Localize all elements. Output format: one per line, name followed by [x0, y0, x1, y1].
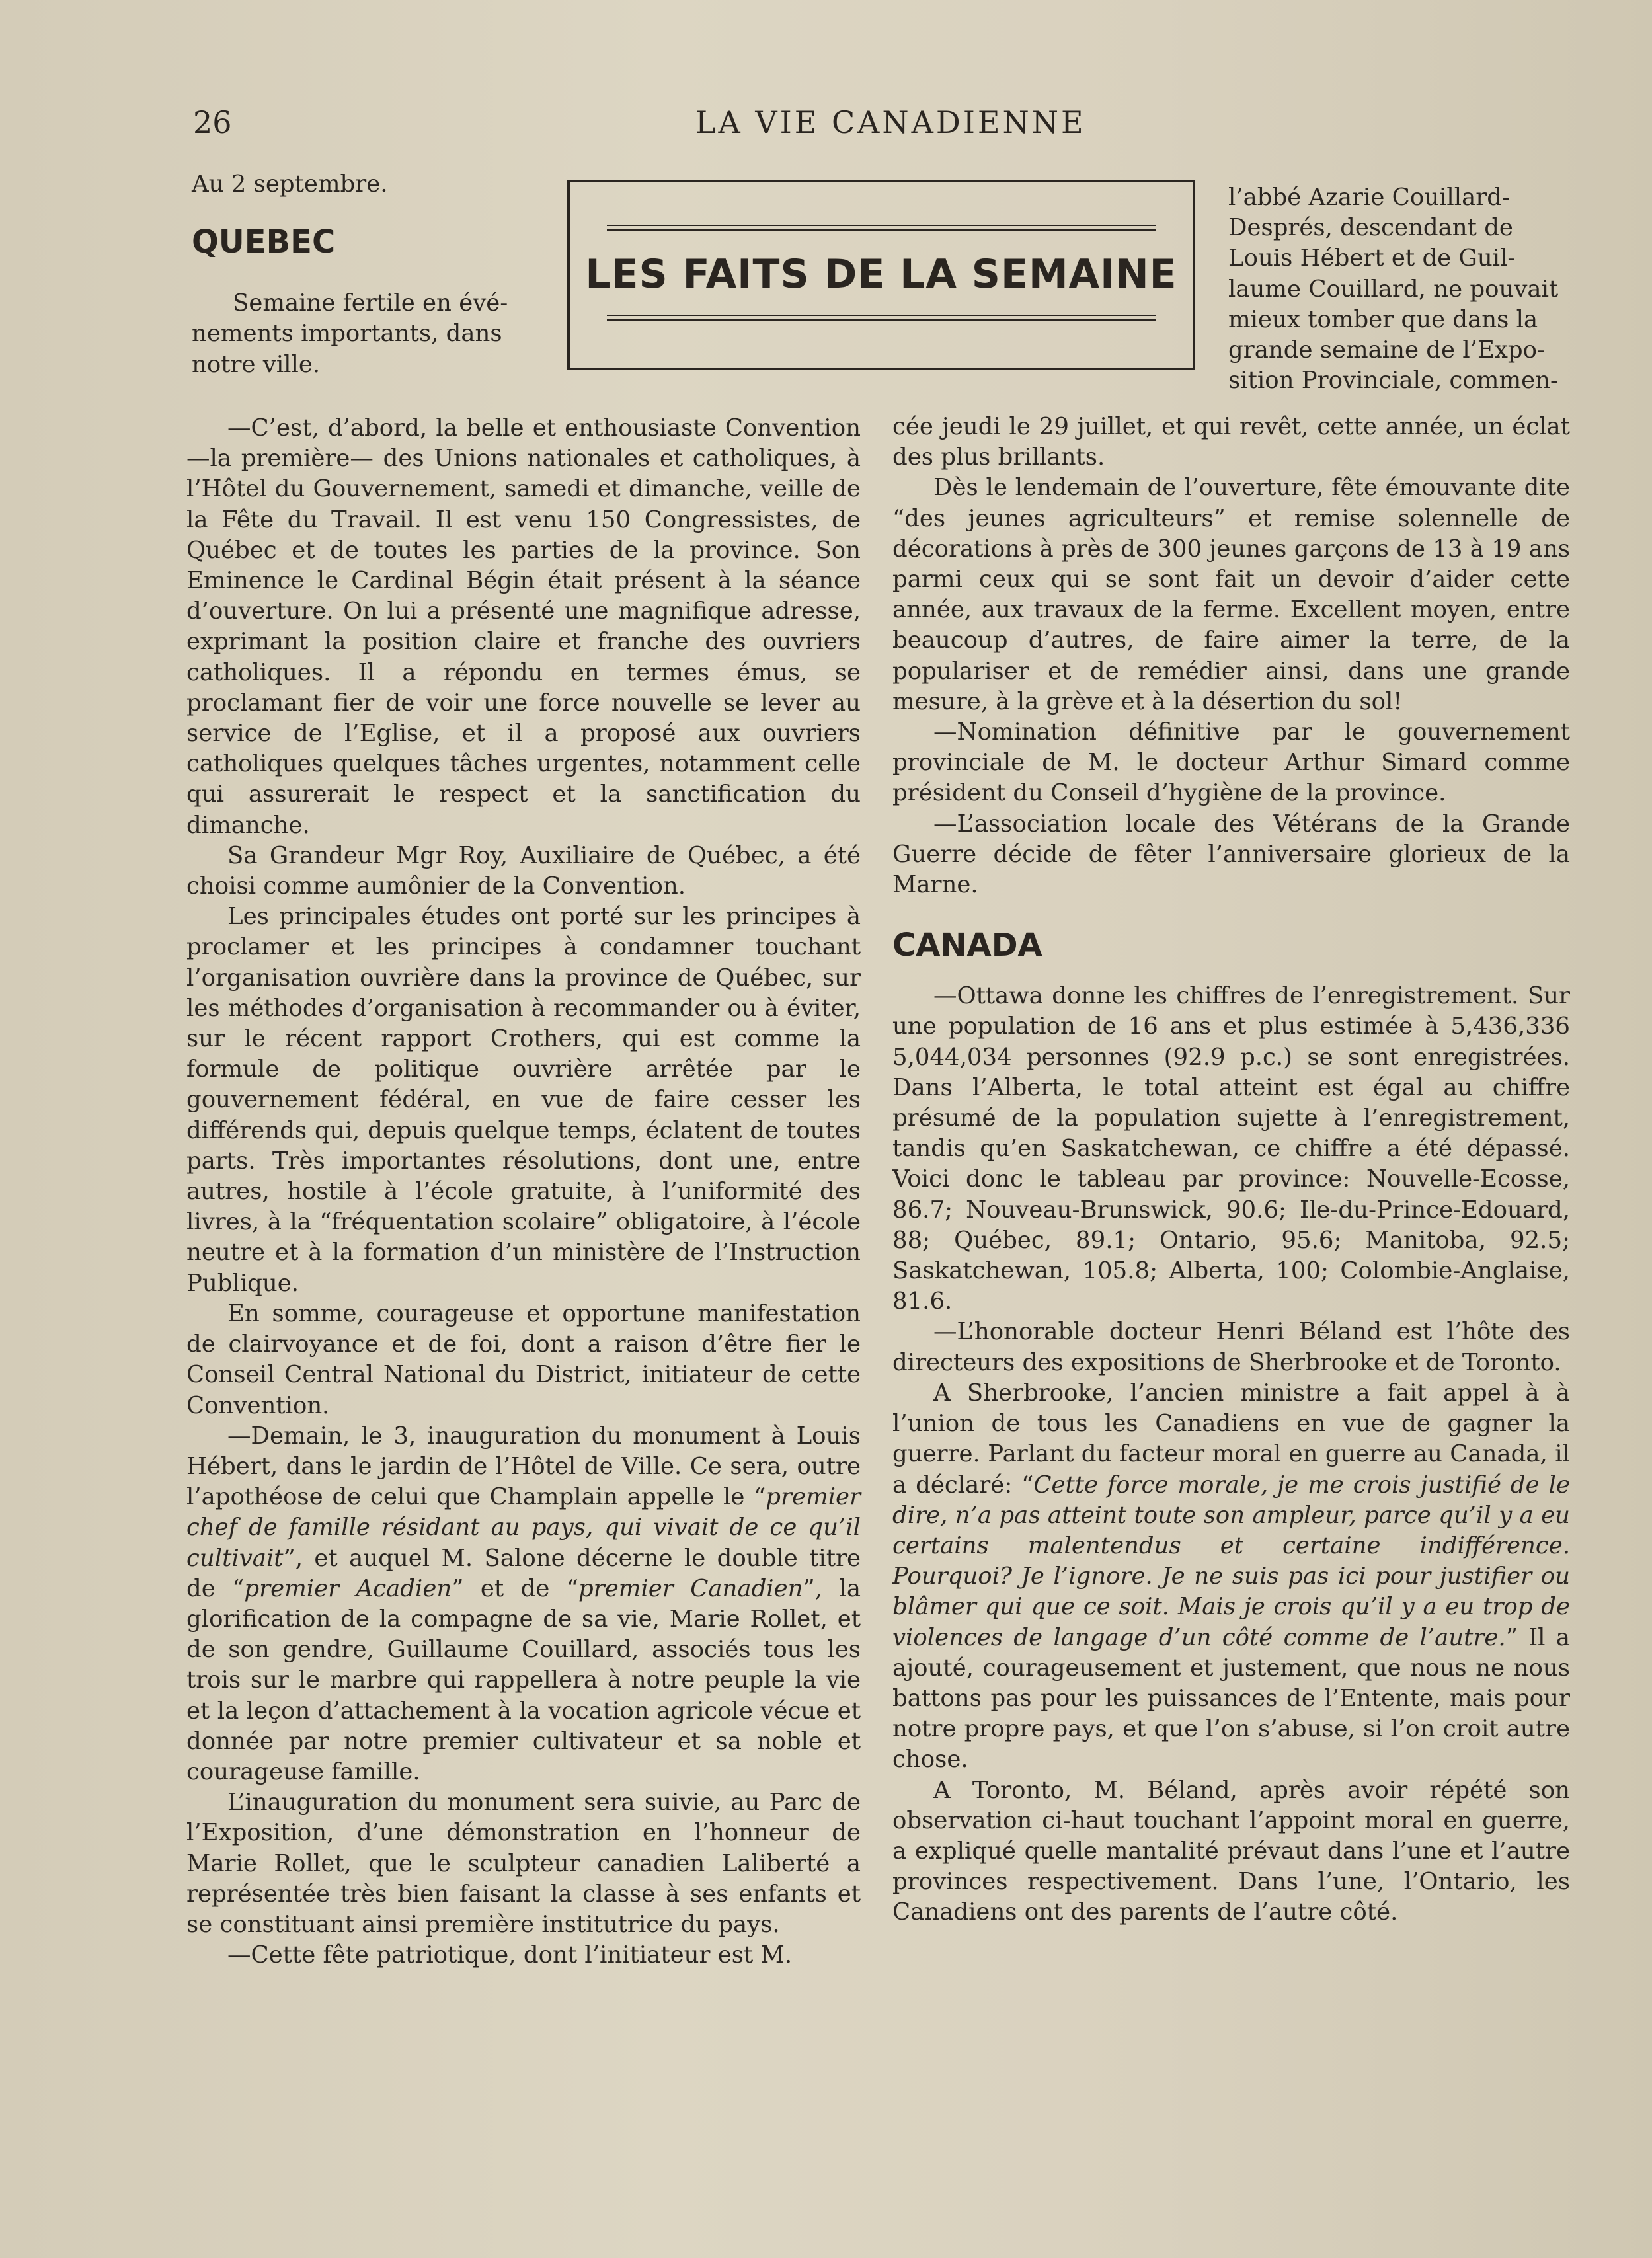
- paragraph: —C’est, d’abord, la belle et enthousiaste Convention—la première— des Unions nationales et catholiques, à l’Hôtel du Gouvernement, samedi et dimanche, veille de la Fête du Travail. Il est venu 150 Congressistes, de Québec et de toutes les parties de la province. Son Eminence le Cardinal Bégin était présent à la séance d’ouverture. On lui a présenté une magnifique adresse, exprimant la position claire et franche des ouvriers catholiques. Il a répondu en termes émus, se proclamant fier de voir une force nouvelle se lever au service de l’Eglise, et il a proposé aux ouvriers catholiques quelques tâches urgentes, notamment celle qui assurerait le respect et la sanctification du dimanche.: [186, 414, 861, 839]
- italic-quote: premier chef de famille résidant au pays, qui vivait de ce qu’il cultivait: [186, 1483, 861, 1572]
- paragraph: En somme, courageuse et opportune manifestation de clairvoyance et de foi, dont a raison d’être fier le Conseil Central National du District, initiateur de cette Convention.: [186, 1300, 861, 1419]
- text-run: A Sherbrooke, l’ancien ministre a fait appel à à l’union de tous les Canadiens en vue de gagner la guerre. Parlant du facteur moral en guerre au Canada, il a déclaré: “: [892, 1379, 1570, 1499]
- section-title: LES FAITS DE LA SEMAINE: [585, 251, 1177, 297]
- paragraph: [186, 1421, 861, 1787]
- paragraph: Les principales études ont porté sur les principes à proclamer et les principes à condamner touchant l’organisation ouvrière dans la province de Québec, sur les méthodes d’organisation à recommander ou à éviter, sur le récent rapport Crothers, qui est comme la formule de politique ouvrière arrêtée par le gouvernement fédéral, en vue de faire cesser les différends qui, depuis quelque temps, éclatent de toutes parts. Très importantes résolutions, dont une, entre autres, hostile à l’école gratuite, à l’uniformité des livres, à la “fréquentation scolaire” obligatoire, à l’école neutre et à la formation d’un ministère de l’Instruction Publique.: [186, 903, 861, 1297]
- text-line: mieux tomber que dans la: [1228, 305, 1538, 333]
- text-line: sition Provinciale, commen-: [1228, 367, 1558, 395]
- paragraph: —Ottawa donne les chiffres de l’enregistrement. Sur une population de 16 ans et plus estimée à 5,436,336 5,044,034 personnes (92.9 p.c.) se sont enregistrées. Dans l’Alberta, le total atteint est égal au chiffre présumé de la population sujette à l’enregistrement, tandis qu’en Saskatchewan, ce chiffre a été dépassé. Voici donc le tableau par province: Nouvelle-Ecosse, 86.7; Nouveau-Brunswick, 90.6; Ile-du-Prince-Edouard, 88; Québec, 89.1; Ontario, 95.6; Manitoba, 92.5; Saskatchewan, 105.8; Alberta, 100; Colombie-Anglaise, 81.6.: [892, 982, 1570, 1315]
- italic-quote: premier Acadien: [244, 1575, 452, 1602]
- italic-quote: premier Canadien: [578, 1575, 803, 1602]
- text-line: nements importants, dans: [192, 320, 502, 348]
- paragraph: L’inauguration du monument sera suivie, au Parc de l’Exposition, d’une démonstration en l’honneur de Marie Rollet, que le sculpteur canadien Laliberté a représentée très bien faisant la classe à ses enfants et se constituant ainsi première institutrice du pays.: [186, 1789, 861, 1938]
- paragraph: [892, 1378, 1570, 1775]
- right-column-body: [892, 412, 1570, 1928]
- text-run: ” et de “: [452, 1575, 579, 1602]
- text-run: ”, la glorification de la compagne de sa vie, Marie Rollet, et de son gendre, Guillaume Couillard, associés tous les trois sur le marbre qui rappellera à notre peuple la vie et la leçon d’attachement à la vocation agricole vécue et donnée par notre premier cultivateur et sa noble et courageuse famille.: [186, 1575, 861, 1785]
- running-header: [193, 104, 1509, 144]
- text-run: ”, et auquel M. Salone décerne le double titre de “: [186, 1544, 861, 1602]
- text-line: Després, descendant de: [1228, 214, 1513, 242]
- left-column-body: [186, 413, 861, 1970]
- paragraph: Sa Grandeur Mgr Roy, Auxiliaire de Québec, a été choisi comme aumônier de la Convention.: [186, 841, 861, 900]
- text-run: ” Il a ajouté, courageusement et justement, que nous ne nous battons pas pour les puissances de l’Entente, mais pour notre propre pays, et que l’on s’abuse, si l’on croit autre chose.: [892, 1623, 1570, 1773]
- paragraph: —L’honorable docteur Henri Béland est l’hôte des directeurs des expositions de Sherbrooke et de Toronto.: [892, 1318, 1570, 1376]
- top-double-rule: [607, 225, 1156, 231]
- text-line: Louis Hébert et de Guil-: [1228, 245, 1516, 272]
- text-run: —Demain, le 3, inauguration du monument à Louis Hébert, dans le jardin de l’Hôtel de Ville. Ce sera, outre l’apothéose de celui que Champlain appelle le “: [186, 1422, 861, 1511]
- text-line: l’abbé Azarie Couillard-: [1228, 184, 1510, 211]
- right-column-top: [1228, 182, 1579, 396]
- paragraph: —L’association locale des Vétérans de la Grande Guerre décide de fêter l’anniversaire glorieux de la Marne.: [892, 810, 1570, 899]
- paragraph: —Nomination définitive par le gouvernement provinciale de M. le docteur Arthur Simard comme président du Conseil d’hygiène de la province.: [892, 719, 1570, 807]
- section-title-box: [567, 180, 1195, 370]
- paragraph: A Toronto, M. Béland, après avoir répété son observation ci-haut touchant l’appoint moral en guerre, a expliqué quelle mantalité prévaut dans l’une et l’autre provinces respectivement. Dans l’une, l’Ontario, les Canadiens ont des parents de l’autre côté.: [892, 1776, 1570, 1926]
- text-line: notre ville.: [192, 350, 321, 378]
- paragraph: cée jeudi le 29 juillet, et qui revêt, cette année, un éclat des plus brillants.: [892, 413, 1570, 471]
- bottom-double-rule: [607, 315, 1156, 321]
- paragraph: —Cette fête patriotique, dont l’initiateur est M.: [227, 1941, 793, 1969]
- left-column-top: [192, 169, 549, 380]
- journal-title: LA VIE CANADIENNE: [695, 104, 1086, 140]
- text-line: Semaine fertile en évé-: [233, 290, 508, 317]
- paragraph: Dès le lendemain de l’ouverture, fête émouvante dite “des jeunes agriculteurs” et remise solennelle de décorations à près de 300 jeunes garçons de 13 à 19 ans parmi ceux qui se sont fait un devoir d’aider cette année, aux travaux de la ferme. Excellent moyen, entre beaucoup d’autres, de faire aimer la terre, de la populariser et de remédier ainsi, dans une grande mesure, à la grève et à la désertion du sol!: [892, 474, 1570, 715]
- page-number: 26: [193, 104, 232, 140]
- dateline: Au 2 septembre.: [192, 171, 388, 198]
- text-line: laume Couillard, ne pouvait: [1228, 275, 1559, 303]
- section-heading-quebec: QUEBEC: [192, 223, 336, 261]
- section-heading-canada: CANADA: [892, 927, 1042, 964]
- italic-quote: Cette force morale, je me crois justifié de le dire, n’a pas atteint toute son ampleur, parce qu’il y a eu certains malentendus et certaine indifférence. Pourquoi? Je l’ignore. Je ne suis pas ici pour justifier ou blâmer qui que ce soit. Mais je crois qu’il y a eu trop de violences de langage d’un côté comme de l’autre.: [892, 1471, 1570, 1651]
- text-line: grande semaine de l’Expo-: [1228, 336, 1545, 364]
